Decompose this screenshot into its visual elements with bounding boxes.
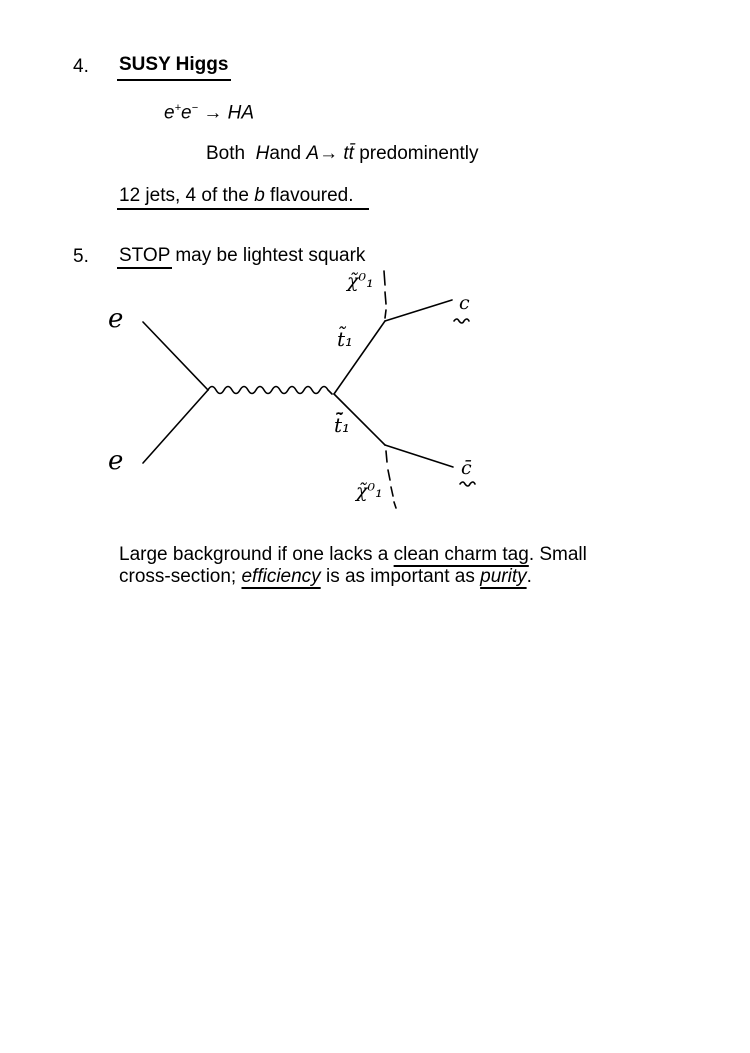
label-chi-top: χ̃⁰₁ bbox=[347, 270, 374, 292]
reaction-arrow: → bbox=[203, 102, 223, 124]
reaction-e2: e bbox=[181, 102, 192, 124]
neutralino-line-top bbox=[384, 271, 386, 318]
conclusion-line2-c: . bbox=[526, 566, 532, 587]
decay-h: H bbox=[255, 143, 270, 164]
conclusion-line2-b: is as important as bbox=[320, 566, 481, 587]
decay-product: tt̄ bbox=[343, 143, 354, 164]
stop-title-rest: may be lightest squark bbox=[170, 245, 366, 266]
efficiency-word: efficiency bbox=[241, 566, 321, 587]
decay-prefix: Both bbox=[206, 143, 246, 164]
clean-charm-tag: clean charm tag bbox=[393, 544, 529, 565]
purity-word: purity bbox=[480, 566, 527, 587]
decay-a: A bbox=[306, 143, 320, 164]
anticharm-line bbox=[385, 445, 453, 467]
conclusion-line-2 bbox=[119, 567, 532, 586]
decay-suffix: predominently bbox=[359, 143, 479, 164]
conclusion-line-1 bbox=[119, 545, 587, 564]
photon-propagator bbox=[208, 387, 332, 395]
jets-b: b bbox=[254, 185, 265, 206]
section-4-title-text: SUSY Higgs bbox=[119, 54, 229, 75]
electron-line-top bbox=[143, 322, 208, 390]
conclusion-line2-a: cross-section; bbox=[119, 566, 242, 587]
conclusion-line1-a: Large background if one lacks a bbox=[119, 544, 394, 565]
label-t1bar: t̃̄₁ bbox=[334, 413, 351, 437]
label-cbar: c̄ bbox=[461, 457, 472, 479]
stop-title: STOP bbox=[119, 245, 171, 266]
decay-and: and bbox=[269, 143, 302, 164]
charm-squiggle bbox=[454, 319, 469, 323]
reaction-rhs: HA bbox=[227, 102, 254, 124]
anticharm-squiggle bbox=[460, 482, 475, 486]
reaction-sup2: − bbox=[191, 102, 199, 114]
label-e-top: e bbox=[108, 304, 124, 334]
label-chi-bottom: χ̃⁰₁ bbox=[356, 480, 383, 502]
section-5-number: 5. bbox=[73, 246, 89, 267]
label-e-bottom: e bbox=[108, 446, 124, 476]
jets-part1: 12 jets, 4 of the bbox=[119, 185, 255, 206]
charm-line bbox=[385, 300, 452, 321]
reaction-e1: e bbox=[164, 102, 175, 124]
decay-arrow: → bbox=[319, 143, 339, 164]
reaction-sup1: + bbox=[174, 102, 182, 114]
electron-line-bottom bbox=[143, 390, 208, 463]
label-t1: t̃₁ bbox=[337, 327, 354, 351]
conclusion-line1-b: . Small bbox=[528, 544, 587, 565]
jets-part2: flavoured. bbox=[264, 185, 354, 206]
label-c: c bbox=[459, 292, 470, 314]
section-4-number: 4. bbox=[73, 56, 89, 77]
neutralino-line-bottom bbox=[386, 451, 396, 508]
